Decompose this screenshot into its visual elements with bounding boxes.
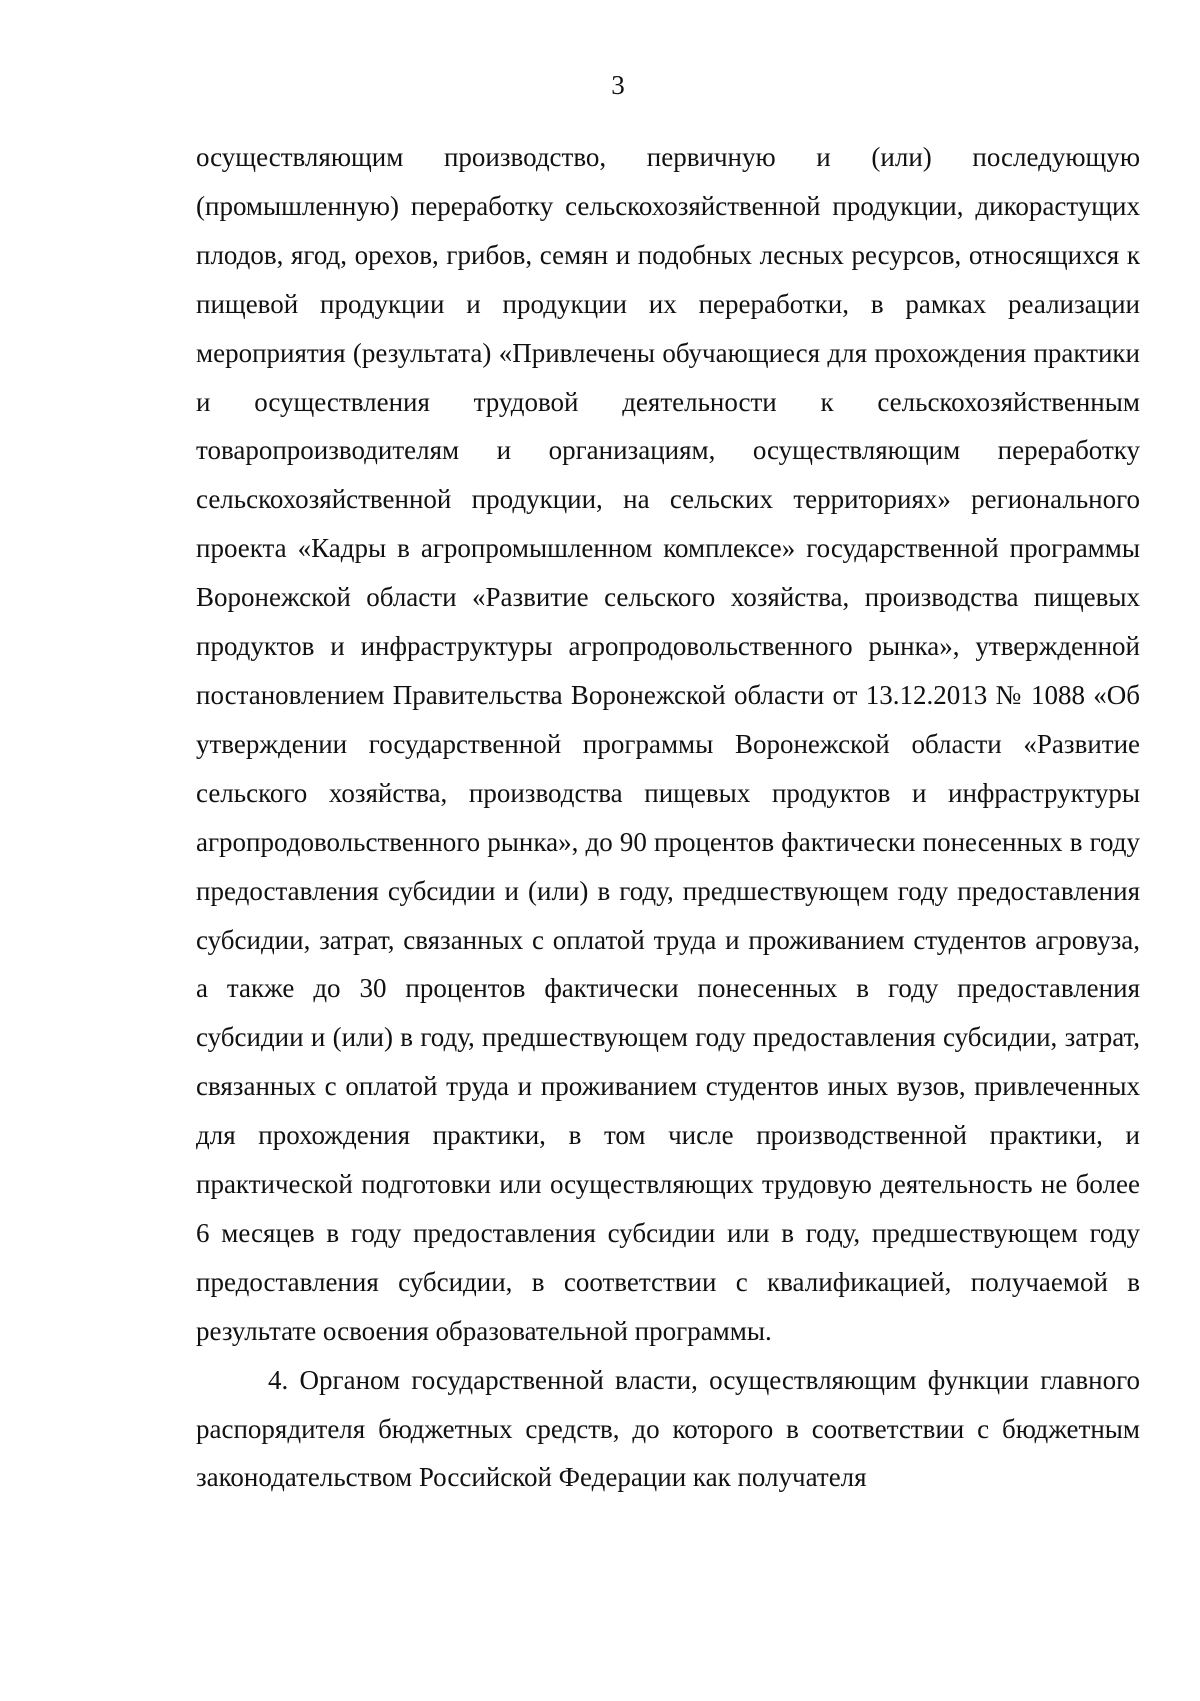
paragraph-4: 4. Органом государственной власти, осуществляющим функции главного распорядителя бюджетных средств, до которого в соответствии с бюджетным законодательством Российской Федерации как получателя [196, 1364, 1140, 1493]
document-body [196, 133, 1140, 1502]
paragraph-continued: осуществляющим производство, первичную и (или) последующую (промышленную) переработку сельскохозяйственной продукции, дикорастущих плодов, ягод, орехов, грибов, семян и подобных лесных ресурсов, относящихся к пищевой продукции и продукции их переработки, в рамках реализации мероприятия (результата) «Привлечены обучающиеся для прохождения практики и осуществления трудовой деятельности к сельскохозяйственным товаропроизводителям и организациям, осуществляющим переработку сельскохозяйственной продукции, на сельских территориях» регионального проекта «Кадры в агропромышленном комплексе» государственной программы Воронежской области «Развитие сельского хозяйства, производства пищевых продуктов и инфраструктуры агропродовольственного рынка», утвержденной постановлением Правительства Воронежской области от 13.12.2013 № 1088 «Об утверждении государственной программы Воронежской области «Развитие сельского хозяйства, производства пищевых продуктов и инфраструктуры агропродовольственного рынка», до 90 процентов фактически понесенных в году предоставления субсидии и (или) в году, предшествующем году предоставления субсидии, затрат, связанных с оплатой труда и проживанием студентов агровуза, а также до 30 процентов фактически понесенных в году предоставления субсидии и (или) в году, предшествующем году предоставления субсидии, затрат, связанных с оплатой труда и проживанием студентов иных вузов, привлеченных для прохождения практики, в том числе производственной практики, и практической подготовки или осуществляющих трудовую деятельность не более 6 месяцев в году предоставления субсидии или в году, предшествующем году предоставления субсидии, в соответствии с квалификацией, получаемой в результате освоения образовательной программы. [196, 142, 1140, 1346]
page-number: 3 [611, 70, 625, 100]
